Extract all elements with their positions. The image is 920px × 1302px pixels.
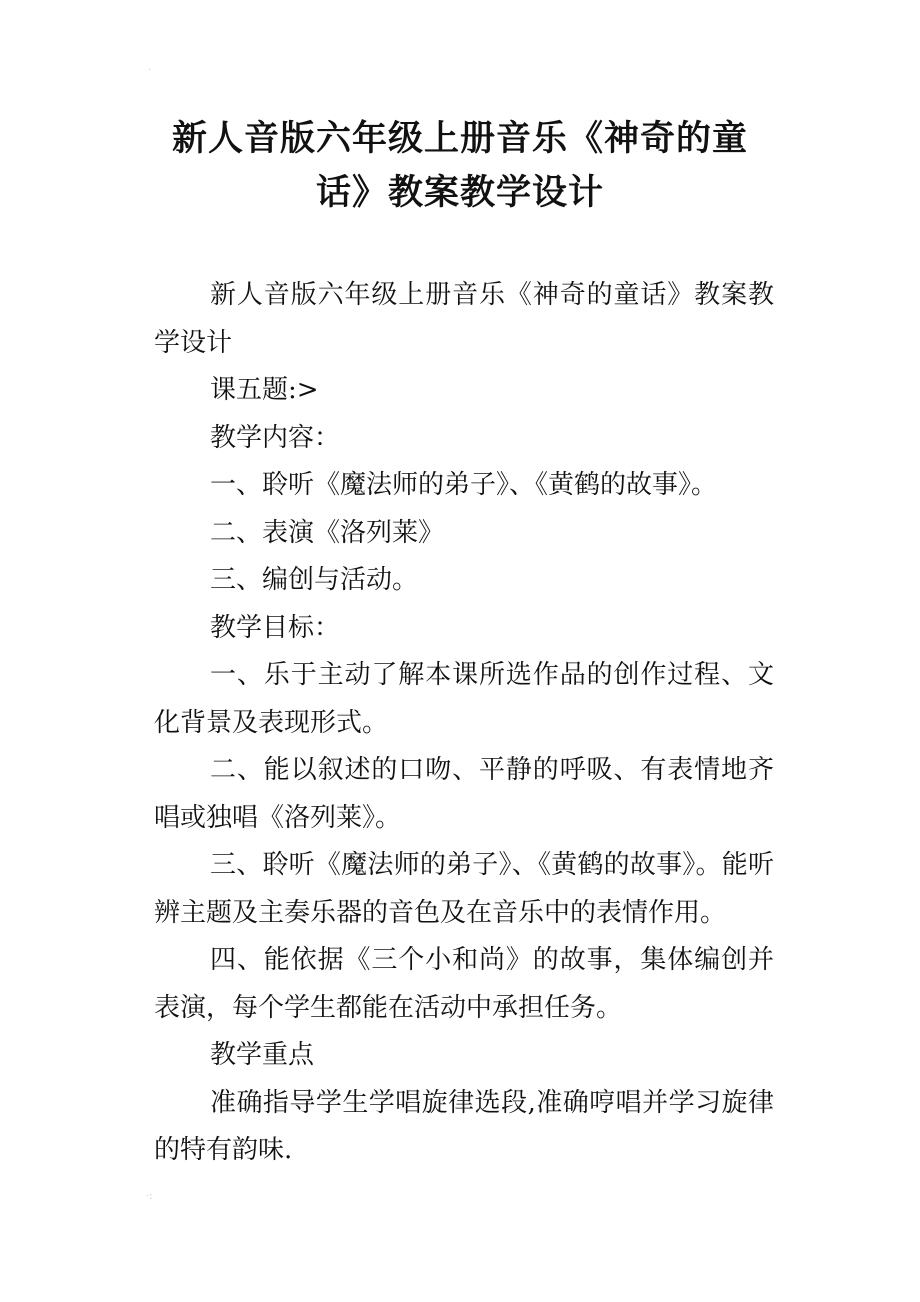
title-line-1: 新人音版六年级上册音乐《神奇的童 bbox=[171, 119, 748, 159]
goal-item-4: 四、能依据《三个小和尚》的故事，集体编创并表演，每个学生都能在活动中承担任务。 bbox=[154, 945, 774, 1023]
title-line-2: 话》教案教学设计 bbox=[315, 173, 604, 213]
heading-teaching-goals: 教学目标： bbox=[210, 612, 341, 643]
corner-mark-bottom: ·: bbox=[146, 1191, 153, 1202]
corner-mark-top: · bbox=[148, 65, 152, 76]
content-item-2: 二、表演《洛列莱》 bbox=[210, 517, 445, 548]
goal-item-3: 三、聆听《魔法师的弟子》、《黄鹤的故事》。能听辨主题及主奏乐器的音色及在音乐中的表情作用。 bbox=[154, 850, 774, 928]
heading-teaching-focus: 教学重点 bbox=[210, 1040, 315, 1070]
document-body bbox=[154, 272, 774, 1175]
content-item-3: 三、编创与活动。 bbox=[210, 565, 419, 595]
goal-item-2: 二、能以叙述的口吻、平静的呼吸、有表情地齐唱或独唱《洛列莱》。 bbox=[154, 755, 774, 833]
document-title bbox=[150, 112, 770, 220]
paragraph-lesson: 课五题:> bbox=[210, 375, 319, 405]
goal-item-1: 一、乐于主动了解本课所选作品的创作过程、文化背景及表现形式。 bbox=[154, 660, 774, 738]
focus-item: 准确指导学生学唱旋律选段,准确哼唱并学习旋律的特有韵味. bbox=[154, 1087, 774, 1165]
content-item-1: 一、聆听《魔法师的弟子》、《黄鹤的故事》。 bbox=[210, 470, 718, 500]
heading-teaching-content: 教学内容： bbox=[210, 422, 341, 453]
paragraph-intro: 新人音版六年级上册音乐《神奇的童话》教案教学设计 bbox=[154, 280, 774, 358]
